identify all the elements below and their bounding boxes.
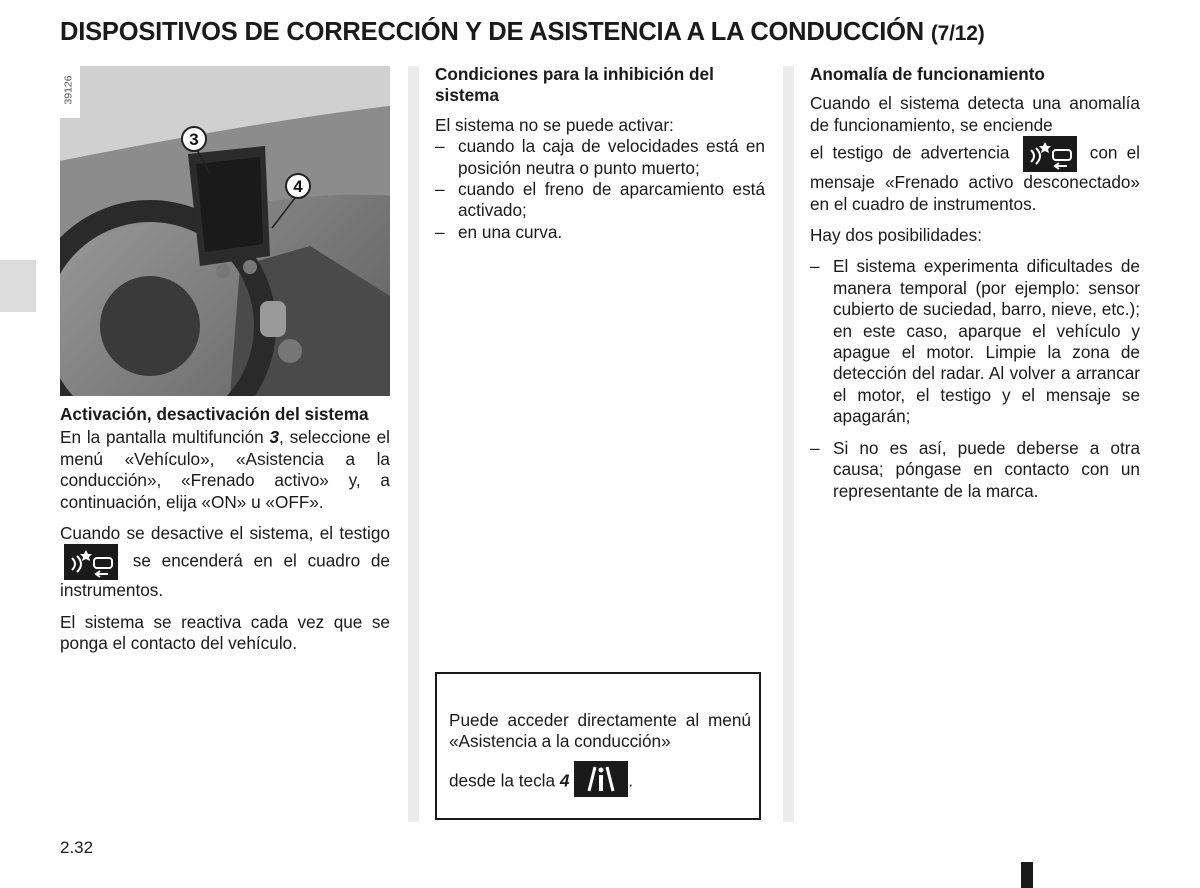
list-item: – cuando la caja de velocidades está en posición neutra o punto muerto; <box>435 136 765 179</box>
possibilities-intro: Hay dos posibilidades: <box>810 225 982 246</box>
right-column <box>810 64 1140 502</box>
note-text-b: desde la tecla <box>449 770 560 791</box>
inhibition-list <box>435 136 765 243</box>
possibilities-list <box>810 256 1140 501</box>
photo-reference-number: 39126 <box>62 75 75 105</box>
note-box <box>435 672 761 820</box>
note-line-1: Puede acceder directamente al menú «Asistencia a la conducción» <box>449 710 751 752</box>
driving-assist-key-icon <box>574 761 628 802</box>
brake-warning-icon-2 <box>1023 136 1077 172</box>
note-text <box>449 710 751 802</box>
activation-text-b: , seleccione el menú «Vehículo», «Asistencia a la conducción», «Frenado activo» y, a continuación, elija «ON» u «OFF». <box>60 427 390 512</box>
dashboard-illustration <box>60 66 390 396</box>
brake-warning-icon <box>64 544 118 580</box>
callout-4: 4 <box>293 177 303 196</box>
list-item: – en una curva. <box>435 222 765 243</box>
list-item: – Si no es así, puede deberse a otra causa; póngase en contacto con un representante de la marca. <box>810 438 1140 502</box>
middle-column <box>435 64 765 243</box>
malfunction-paragraph-2 <box>810 136 1140 215</box>
note-end: . <box>628 770 633 791</box>
page-part-indicator: (7/12) <box>930 22 985 45</box>
malfunction-text-b: con el mensaje «Frenado activo desconectado» en el cuadro de instrumentos. <box>810 142 1140 214</box>
column-separator-1 <box>408 66 419 822</box>
deactivation-text-a: Cuando se desactive el sistema, el testigo <box>60 523 390 544</box>
callout-3: 3 <box>189 130 199 149</box>
page-number: 2.32 <box>60 838 94 857</box>
deactivation-text-b: se encenderá en el cuadro de instrumentos. <box>60 550 390 601</box>
activation-paragraph <box>60 427 390 513</box>
page-title-text: DISPOSITIVOS DE CORRECCIÓN Y DE ASISTENCIA A LA CONDUCCIÓN <box>60 18 924 46</box>
note-line-2 <box>449 761 751 802</box>
deactivation-paragraph <box>60 523 390 602</box>
activation-heading: Activación, desactivación del sistema <box>60 404 369 424</box>
column-separator-2 <box>783 66 794 822</box>
malfunction-paragraph-1: Cuando el sistema detecta una anomalía de funcionamiento, se enciende <box>810 93 1140 135</box>
page-title <box>60 18 1180 47</box>
malfunction-text-a: el testigo de advertencia <box>810 142 1010 163</box>
inhibition-intro: El sistema no se puede activar: <box>435 114 674 135</box>
photo-reference <box>60 66 80 118</box>
key-ref-4: 4 <box>559 770 570 791</box>
reactivation-paragraph: El sistema se reactiva cada vez que se ponga el contacto del vehículo. <box>60 611 390 654</box>
malfunction-heading: Anomalía de funcionamiento <box>810 64 1045 84</box>
inhibition-heading: Condiciones para la inhibición del sistema <box>435 64 714 106</box>
activation-text-a: En la pantalla multifunción <box>60 427 270 448</box>
screen-ref-3: 3 <box>269 427 280 448</box>
list-item: – El sistema experimenta dificultades de manera temporal (por ejemplo: sensor cubierto de suciedad, barro, nieve, etc.); en este caso, aparque el vehículo y apague el motor. Limpie la zona de detección del radar. Al volver a arrancar el motor, el testigo y el mensaje se apagarán; <box>810 256 1140 427</box>
list-item: – cuando el freno de aparcamiento está activado; <box>435 179 765 222</box>
section-side-tab <box>0 260 36 312</box>
thumb-index-mark <box>1021 862 1033 888</box>
left-column <box>60 404 390 665</box>
